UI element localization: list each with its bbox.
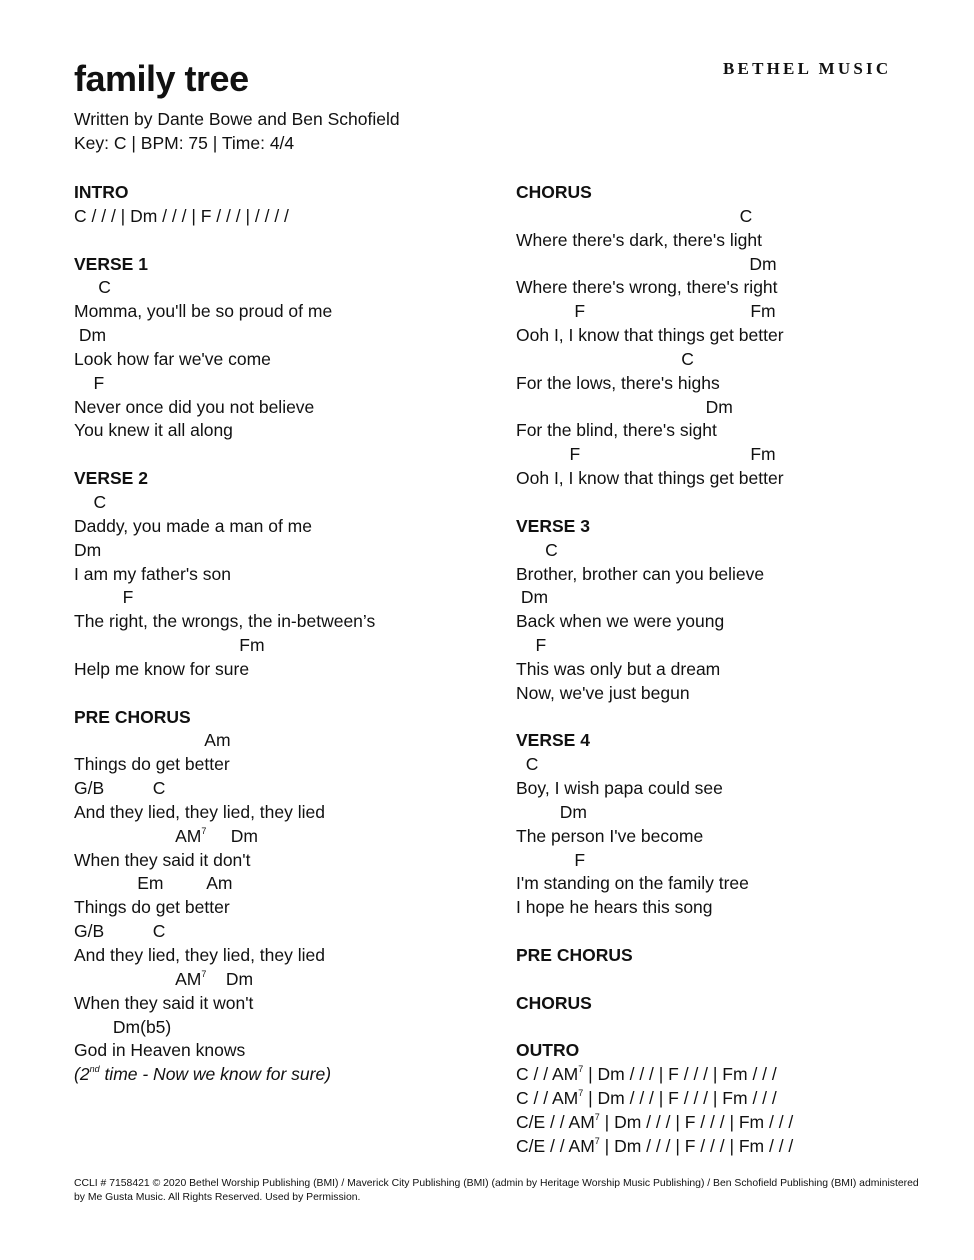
lyric-line: Ooh I, I know that things get better [516,325,784,346]
chord-line: C [516,539,558,560]
lyric-line: C / / $AM^7$ | Dm / / / | F / / / | Fm / / / [516,1088,777,1109]
chord-line: Am [74,730,231,751]
lyric-line: Never once did you not believe [74,396,315,417]
chord-line: F Fm [516,444,776,465]
lyric-line: When they said it don't [74,849,251,870]
lyric-line: The right, the wrongs, the in-between’s [74,611,376,632]
chord-line: Dm [516,253,777,274]
chord-line: $AM^7$ Dm [74,968,254,989]
section-heading: PRE CHORUS [74,706,191,727]
lyric-line: This was only but a dream [516,658,721,679]
lyric-line: And they lied, they lied, they lied [74,945,325,965]
chord-line: Dm [516,587,549,608]
lyric-line: Things do get better [74,897,230,918]
lyric-line: Brother, brother can you believe [516,563,765,584]
chord-line: Dm [74,325,107,346]
song-title: family tree [74,58,249,99]
superscript: 7 [594,1135,600,1146]
section-heading: VERSE 4 [516,730,590,751]
section-heading: INTRO [74,182,129,202]
chord-line: F [516,635,547,656]
song-writers: Written by Dante Bowe and Ben Schofield [74,109,400,129]
lyric-line: C / / $AM^7$ | Dm / / / | F / / / | Fm / / / [516,1064,777,1085]
chord-line: F [516,849,586,870]
lyric-line: Where there's dark, there's light [516,229,762,250]
spacer [74,443,514,467]
right-column [516,181,956,1159]
copyright-footer: CCLI # 7158421 © 2020 Bethel Worship Publishing (BMI) / Maverick City Publishing (BMI) (admin by Heritage Worship Music Publishing) / Ben Schofield Publishing (BMI) administered by Me Gusta Music. All Rights Reserved. Used by Permission. [74,1178,919,1203]
lyric-line: For the blind, there's sight [516,420,717,441]
lyric-line: Things do get better [74,754,230,775]
lyric-line: When they said it won't [74,992,254,1013]
lyric-line: Where there's wrong, there's right [516,277,778,298]
lyric-line: Now, we've just begun [516,682,690,703]
lyric-line: I am my father's son [74,563,232,584]
spacer [516,491,956,515]
lyric-line: Momma, you'll be so proud of me [74,301,333,322]
superscript: nd [89,1064,100,1075]
chord-line: Em Am [74,873,233,894]
chord-line: C [516,754,539,775]
spacer [74,682,514,706]
superscript: 7 [201,969,207,980]
chord-line: $AM^7$ Dm [74,825,258,846]
note-line: (2nd time - Now we know for sure) [74,1064,332,1085]
lyric-line: I'm standing on the family tree [516,873,749,894]
lyric-line: For the lows, there's highs [516,372,720,393]
superscript: 7 [578,1064,584,1075]
chord-line: C [516,205,753,226]
superscript: 7 [201,825,207,836]
lyric-line: Ooh I, I know that things get better [516,468,784,489]
lyric-line: Look how far we've come [74,348,271,369]
spacer [516,968,956,992]
superscript: 7 [578,1088,584,1099]
song-info: Key: C | BPM: 75 | Time: 4/4 [74,133,295,153]
chord-line: F [74,587,134,608]
lyric-line: God in Heaven knows [74,1040,246,1061]
lyric-line: And they lied, they lied, they lied [74,801,325,822]
lyric-line: I hope he hears this song [516,897,713,918]
lyric-line: Boy, I wish papa could see [516,778,723,799]
lyric-line: Back when we were young [516,611,725,632]
chord-line: G/B C [74,921,166,942]
lyric-line: C / / / | Dm / / / | F / / / | / / / / [74,205,289,226]
spacer [74,229,514,253]
left-column [74,181,514,1087]
chord-line: Dm [516,801,587,822]
chord-line: Dm [516,396,733,417]
chord-line: C [74,277,111,298]
chord-line: C [516,348,694,369]
section-heading: CHORUS [516,992,592,1013]
publisher-logo: BETHEL MUSIC [723,59,892,78]
section-heading: PRE CHORUS [516,945,633,965]
section-heading: VERSE 2 [74,468,148,489]
lyric-line: You knew it all along [74,420,233,441]
lyric-line: C/E / / $AM^7$ | Dm / / / | F / / / | Fm / / / [516,1135,794,1156]
spacer [516,920,956,944]
section-heading: VERSE 3 [516,515,590,536]
chord-line: F Fm [516,301,776,322]
chord-line: Dm(b5) [74,1016,172,1037]
spacer [516,1016,956,1040]
chord-line: F [74,372,105,393]
lyric-line: Help me know for sure [74,658,250,679]
spacer [516,706,956,730]
section-heading: OUTRO [516,1040,580,1061]
chord-line: G/B C [74,778,166,799]
lyric-line: The person I've become [516,825,704,846]
chord-line: Fm [74,635,265,656]
lyric-line: Daddy, you made a man of me [74,515,312,536]
lyric-line: C/E / / $AM^7$ | Dm / / / | F / / / | Fm / / / [516,1111,794,1132]
chord-line: Dm [74,539,102,560]
section-heading: CHORUS [516,182,592,202]
chord-line: C [74,491,107,512]
section-heading: VERSE 1 [74,253,148,274]
superscript: 7 [594,1112,600,1123]
